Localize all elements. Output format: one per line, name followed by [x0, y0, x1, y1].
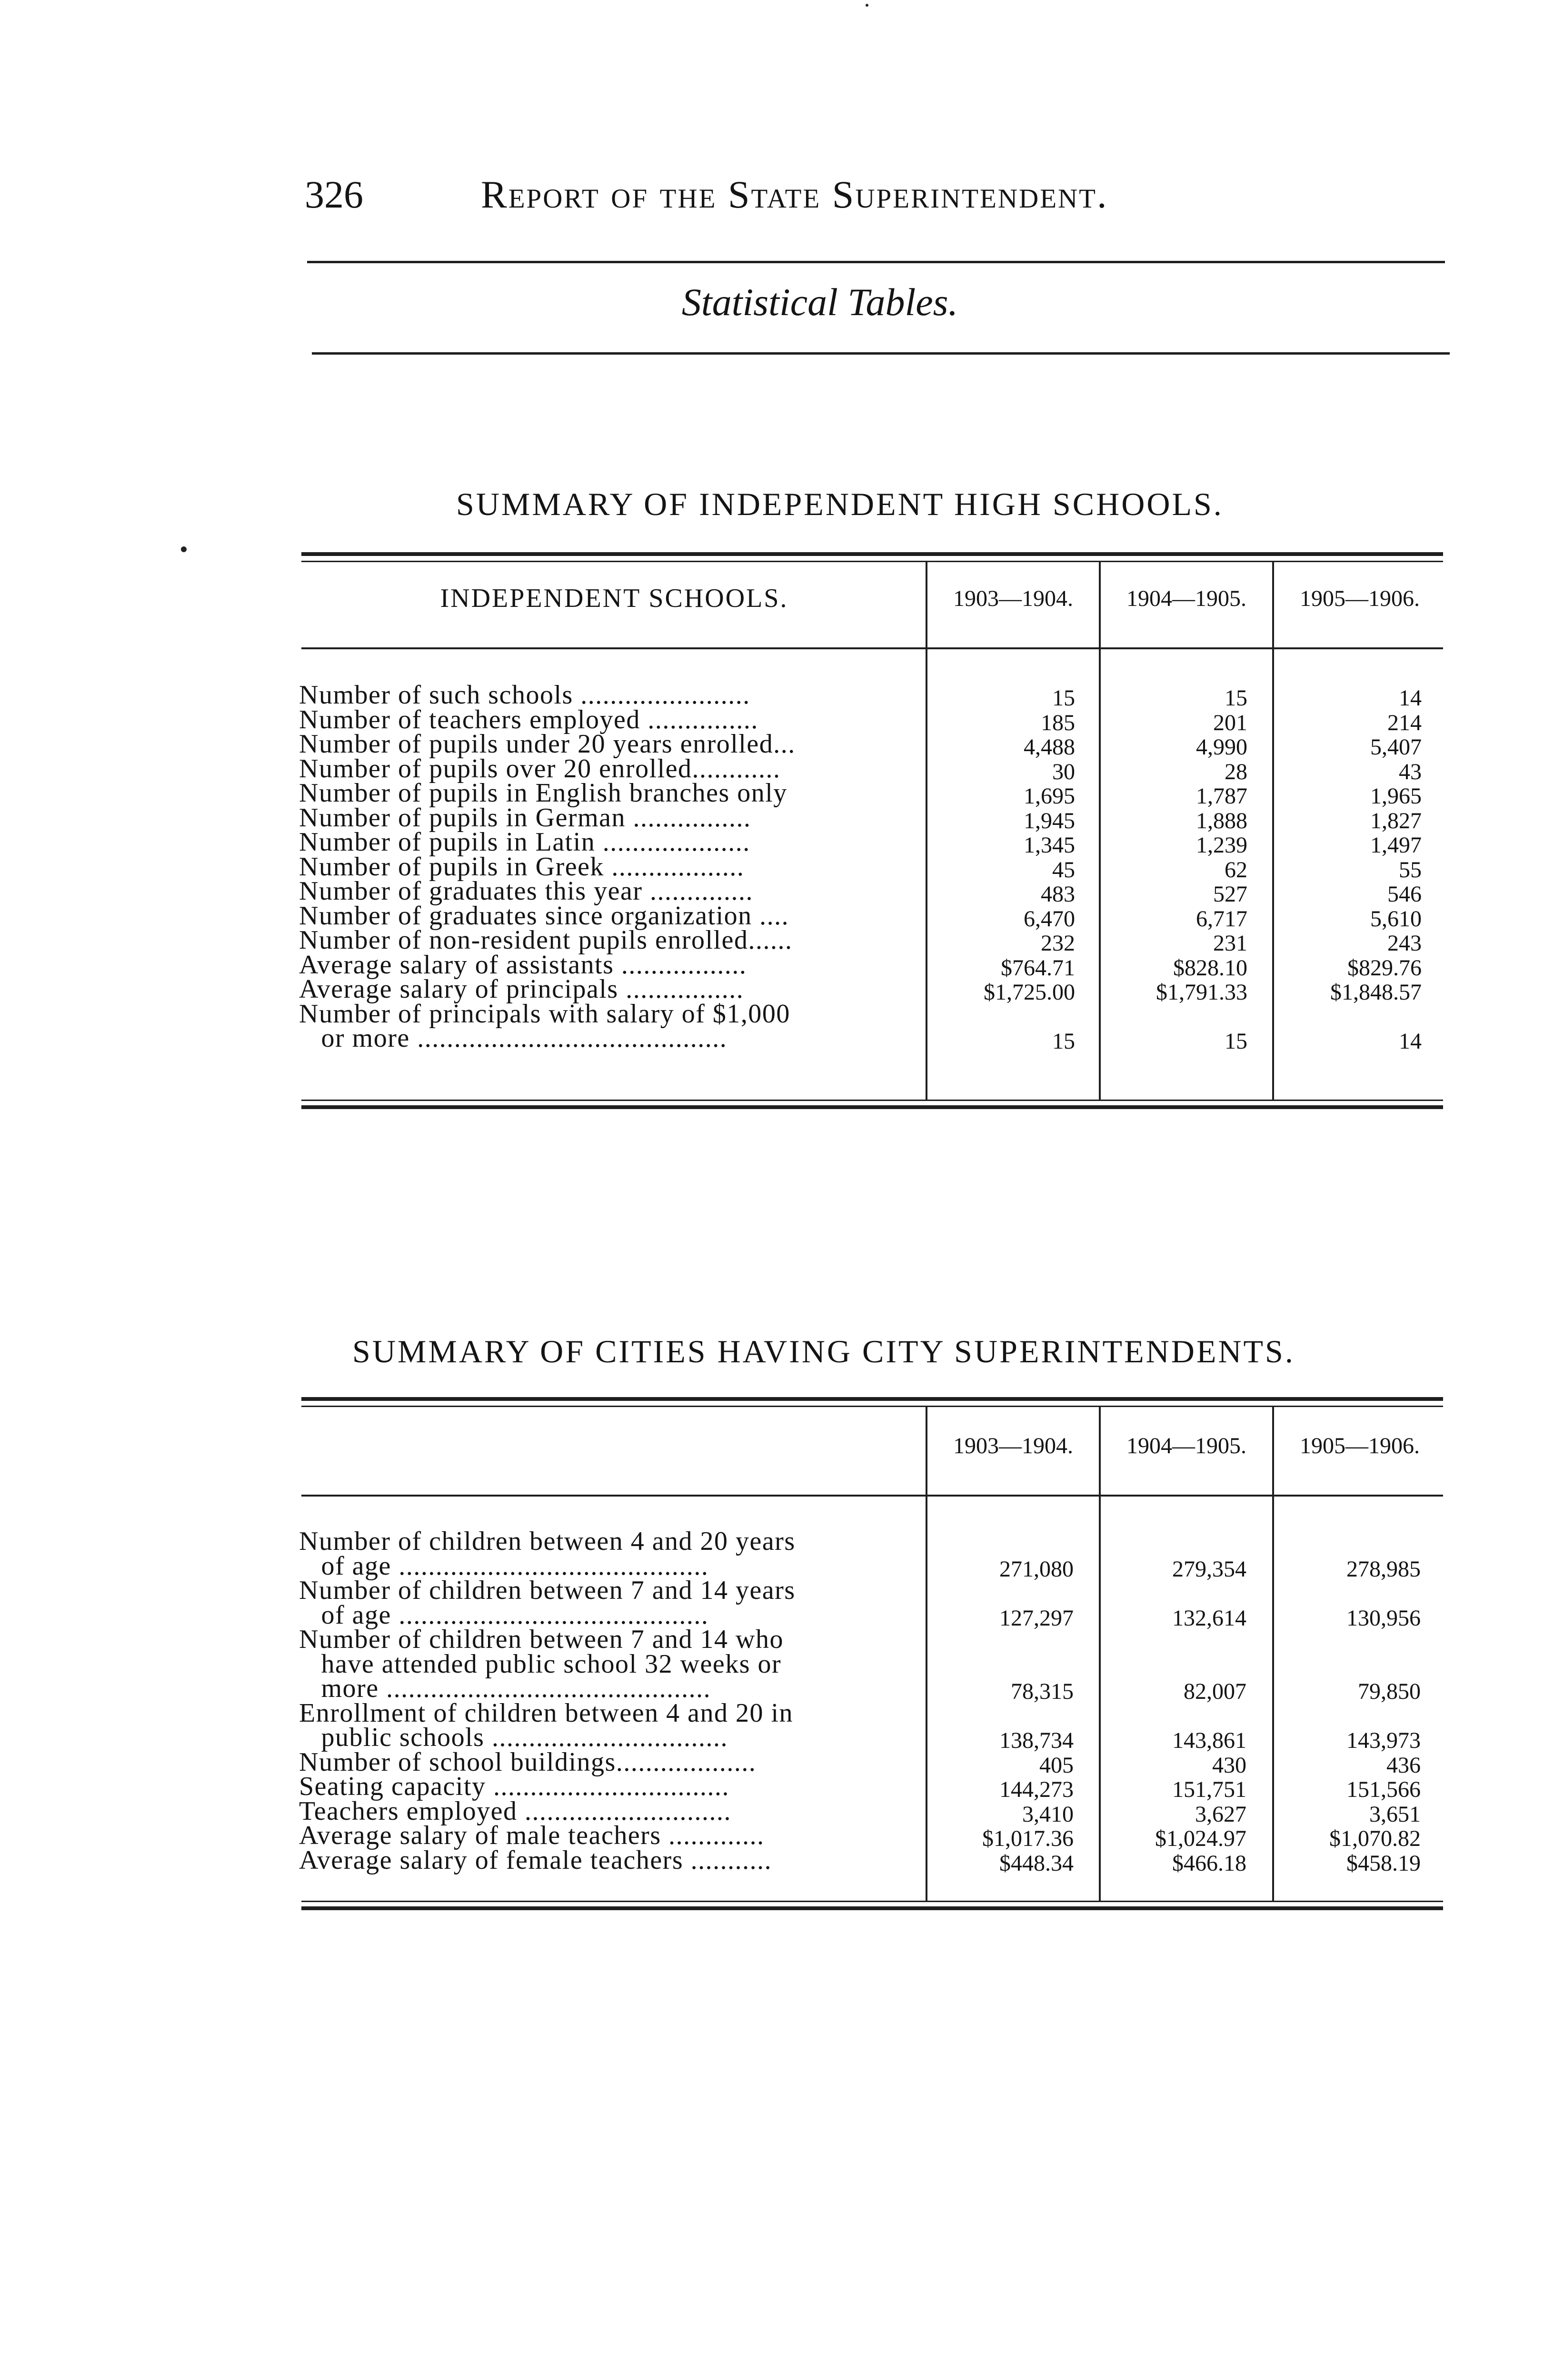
- row-label: Number of graduates since organization ....: [299, 901, 789, 931]
- table-cell: $1,024.97: [1155, 1826, 1246, 1851]
- table-cell: 3,651: [1369, 1801, 1421, 1827]
- table-cell: 1,945: [1024, 808, 1075, 833]
- table-cell: 214: [1387, 710, 1422, 735]
- table-cell: 143,973: [1346, 1728, 1421, 1753]
- table-cell: 527: [1213, 882, 1247, 907]
- table-cell: $1,848.57: [1330, 980, 1422, 1005]
- table-cell: 30: [1052, 759, 1075, 784]
- table-cell: 5,610: [1370, 906, 1422, 932]
- table-cell: $466.18: [1172, 1850, 1246, 1876]
- table-cell: 271,080: [999, 1556, 1074, 1582]
- table-cell: 1,497: [1370, 833, 1422, 858]
- table-cell: $1,070.82: [1329, 1826, 1421, 1851]
- table-cell: 6,717: [1196, 906, 1247, 932]
- table-cell: 4,488: [1024, 734, 1075, 760]
- table-cell: $1,017.36: [982, 1826, 1074, 1851]
- table-cell: 3,627: [1195, 1801, 1246, 1827]
- table-cell: 127,297: [999, 1605, 1074, 1631]
- table-cell: 82,007: [1184, 1679, 1246, 1704]
- table-cell: 28: [1225, 759, 1247, 784]
- row-label: Number of pupils in English branches only: [299, 778, 787, 808]
- row-label: Number of principals with salary of $1,000 or more ..........................................: [299, 999, 790, 1053]
- table-cell: $448.34: [999, 1850, 1074, 1876]
- table-cell: 15: [1225, 685, 1247, 711]
- header-rule: [307, 261, 1445, 263]
- table2-col-header: 1904—1905.: [1126, 1433, 1246, 1458]
- table-cell: 132,614: [1172, 1605, 1246, 1631]
- scan-speck: [181, 546, 187, 552]
- table-cell: 243: [1387, 931, 1422, 956]
- section-title: Statistical Tables.: [681, 280, 958, 324]
- table-cell: 143,861: [1172, 1728, 1246, 1753]
- table-cell: 4,990: [1196, 734, 1247, 760]
- row-label: Number of non-resident pupils enrolled......: [299, 925, 793, 955]
- table1-col-header: 1903—1904.: [953, 586, 1073, 611]
- table2-col-header: 1905—1906.: [1300, 1433, 1420, 1458]
- row-label: Number of pupils in German ................: [299, 803, 751, 833]
- table-cell: $829.76: [1347, 955, 1422, 981]
- table-cell: 144,273: [999, 1777, 1074, 1802]
- table-cell: $828.10: [1173, 955, 1247, 981]
- table-cell: 5,407: [1370, 734, 1422, 760]
- table2-col-header: 1903—1904.: [953, 1433, 1073, 1458]
- row-label: Number of school buildings...................: [299, 1747, 757, 1777]
- table-cell: 79,850: [1358, 1679, 1421, 1704]
- table-cell: 232: [1041, 931, 1075, 956]
- table-cell: 45: [1052, 857, 1075, 883]
- row-label: Enrollment of children between 4 and 20 in public schools ................................: [299, 1698, 794, 1752]
- table-cell: 62: [1225, 857, 1247, 883]
- table-cell: 405: [1039, 1752, 1074, 1778]
- table-cell: 15: [1052, 1029, 1075, 1054]
- table-cell: 201: [1213, 710, 1247, 735]
- table-cell: 1,239: [1196, 833, 1247, 858]
- table-cell: 231: [1213, 931, 1247, 956]
- table2-title: SUMMARY OF CITIES HAVING CITY SUPERINTENDENTS.: [352, 1333, 1295, 1369]
- table-cell: 436: [1386, 1752, 1421, 1778]
- row-label: Number of teachers employed ...............: [299, 704, 758, 734]
- table-cell: 14: [1399, 685, 1422, 711]
- table-cell: $764.71: [1001, 955, 1075, 981]
- table-cell: 1,695: [1024, 783, 1075, 809]
- row-label: Average salary of male teachers .............: [299, 1821, 765, 1850]
- page-number: 326: [305, 173, 363, 216]
- row-label: Number of pupils over 20 enrolled............: [299, 754, 781, 783]
- table-cell: 15: [1225, 1029, 1247, 1054]
- row-label: Average salary of assistants .................: [299, 950, 747, 980]
- row-label: Number of children between 7 and 14 years of age ..........................................: [299, 1576, 796, 1630]
- table-cell: 43: [1399, 759, 1422, 784]
- table-cell: 15: [1052, 685, 1075, 711]
- table-cell: $1,791.33: [1156, 980, 1247, 1005]
- row-label: Number of children between 4 and 20 years of age ..........................................: [299, 1527, 796, 1581]
- row-label: Average salary of principals ................: [299, 974, 744, 1004]
- table1-stub-header: INDEPENDENT SCHOOLS.: [440, 584, 788, 613]
- row-label: Number of children between 7 and 14 who have attended public school 32 weeks or more ............................................: [299, 1625, 784, 1703]
- table-cell: 1,827: [1370, 808, 1422, 833]
- table-cell: $458.19: [1346, 1850, 1421, 1876]
- row-label: Number of pupils under 20 years enrolled...: [299, 729, 796, 759]
- table-cell: 1,965: [1370, 783, 1422, 809]
- row-label: Number of graduates this year ..............: [299, 876, 753, 906]
- table-cell: 151,566: [1346, 1777, 1421, 1802]
- row-label: Average salary of female teachers ...........: [299, 1845, 772, 1875]
- table1-col-header: 1905—1906.: [1300, 586, 1420, 611]
- table-cell: 185: [1041, 710, 1075, 735]
- scan-speck: [866, 4, 868, 7]
- section-rule: [312, 352, 1450, 355]
- table-cell: 14: [1399, 1029, 1422, 1054]
- row-label: Teachers employed ............................: [299, 1796, 731, 1826]
- table-cell: $1,725.00: [984, 980, 1075, 1005]
- table-cell: 55: [1399, 857, 1422, 883]
- table1-col-header: 1904—1905.: [1126, 586, 1246, 611]
- running-title: Report of the State Superintendent.: [481, 173, 1108, 216]
- table-cell: 138,734: [999, 1728, 1074, 1753]
- row-label: Number of pupils in Greek ..................: [299, 852, 745, 882]
- table-cell: 1,345: [1024, 833, 1075, 858]
- row-label: Number of pupils in Latin ....................: [299, 827, 750, 857]
- table-cell: 3,410: [1022, 1801, 1074, 1827]
- table-cell: 430: [1212, 1752, 1246, 1778]
- row-label: Seating capacity ................................: [299, 1772, 730, 1801]
- table-cell: 279,354: [1172, 1556, 1246, 1582]
- table-cell: 546: [1387, 882, 1422, 907]
- table-cell: 1,787: [1196, 783, 1247, 809]
- table-cell: 130,956: [1346, 1605, 1421, 1631]
- row-label: Number of such schools .......................: [299, 680, 750, 710]
- table-cell: 151,751: [1172, 1777, 1246, 1802]
- table-cell: 6,470: [1024, 906, 1075, 932]
- table-cell: 278,985: [1346, 1556, 1421, 1582]
- table-cell: 78,315: [1011, 1679, 1074, 1704]
- table1-title: SUMMARY OF INDEPENDENT HIGH SCHOOLS.: [456, 486, 1224, 522]
- table-cell: 1,888: [1196, 808, 1247, 833]
- table-cell: 483: [1041, 882, 1075, 907]
